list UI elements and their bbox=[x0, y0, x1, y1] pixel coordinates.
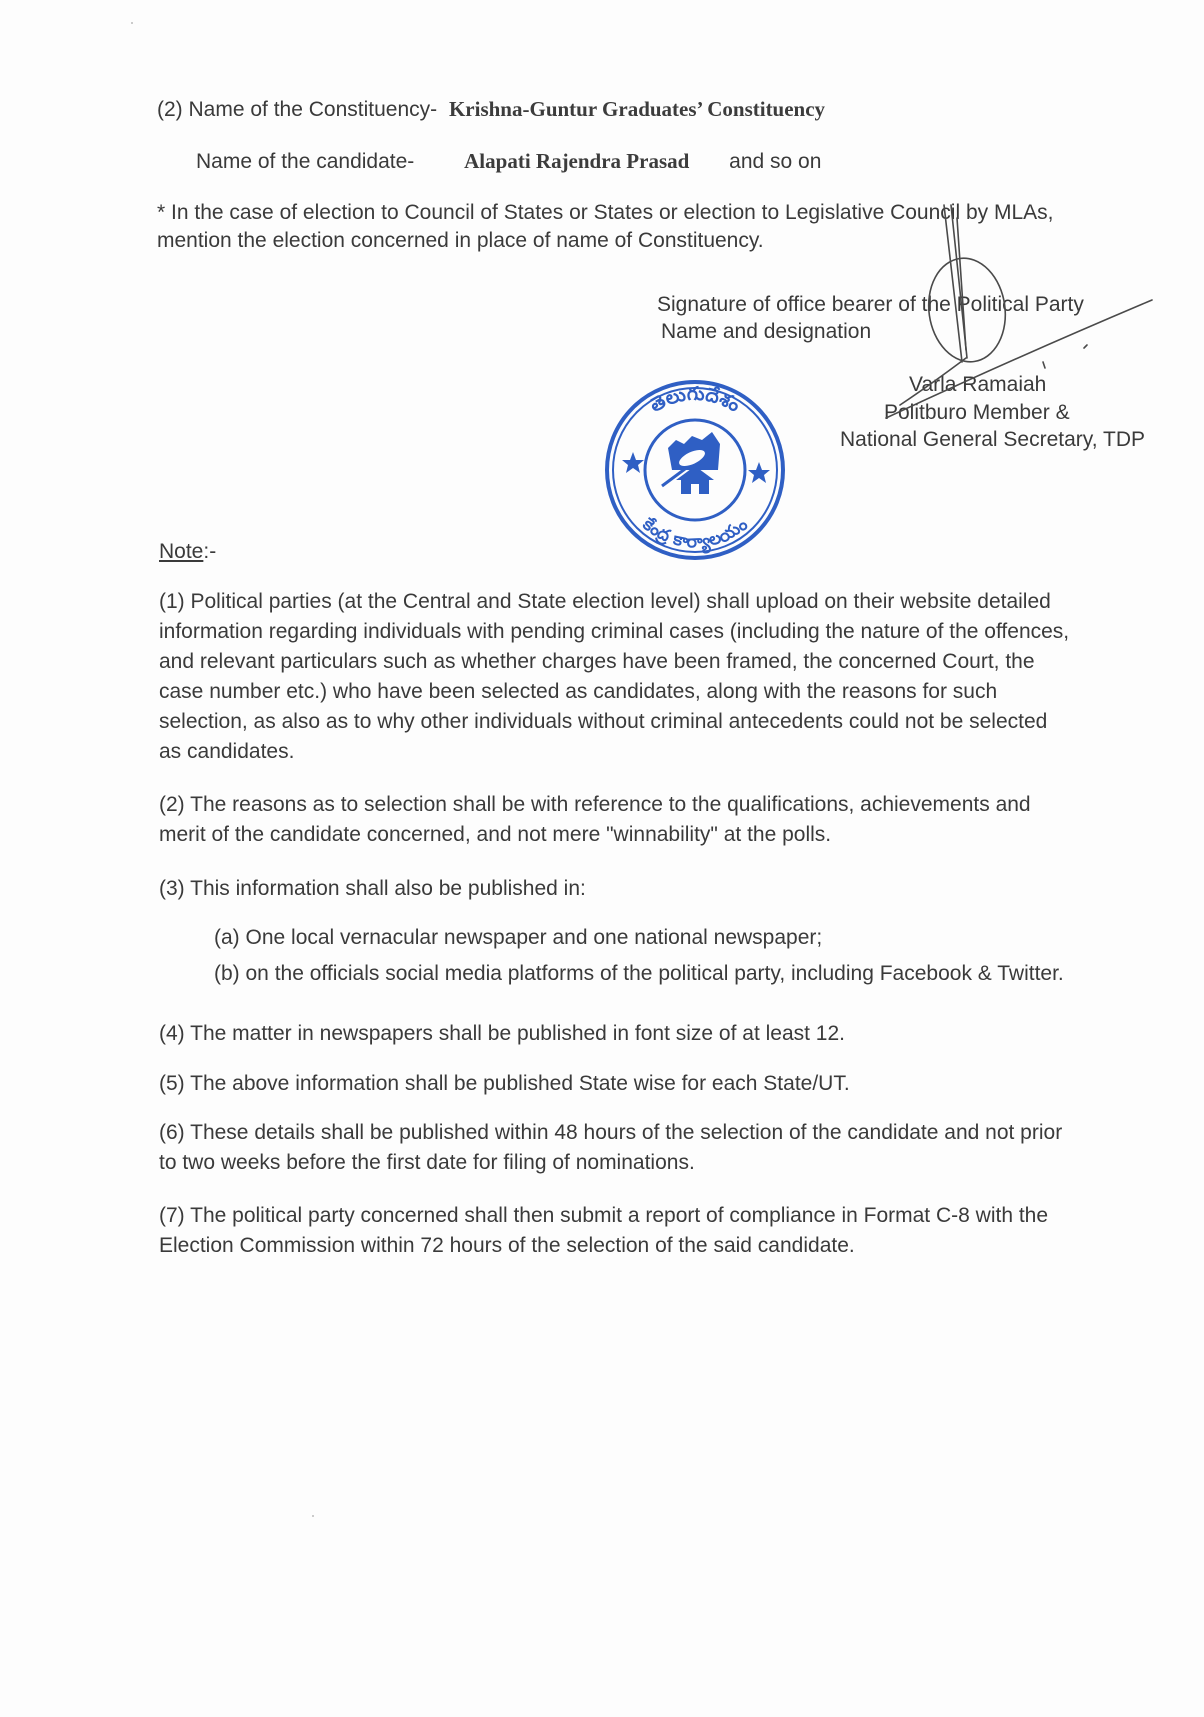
stamp-top-text: తెలుగుదేశం bbox=[646, 382, 744, 417]
note-subitem: (b) on the officials social media platforms of the political party, including Facebook & Twitter. bbox=[214, 962, 1064, 985]
note-item-2 bbox=[159, 790, 1199, 850]
note-item-3 bbox=[159, 874, 1199, 904]
note-line: information regarding individuals with pending criminal cases (including the nature of the offences, bbox=[159, 620, 1070, 643]
constituency-value: Krishna-Guntur Graduates’ Constituency bbox=[448, 97, 826, 121]
note-item-6 bbox=[159, 1118, 1199, 1178]
constituency-label: (2) Name of the Constituency- bbox=[157, 98, 438, 121]
star-icon bbox=[748, 462, 770, 483]
note-line: (3) This information shall also be published in: bbox=[159, 877, 586, 900]
note-line: Election Commission within 72 hours of the selection of the said candidate. bbox=[159, 1234, 855, 1257]
stamp-bottom-text: కేంద్ర కార్యాలయం bbox=[638, 514, 752, 553]
signatory-name: Varla Ramaiah bbox=[909, 373, 1047, 396]
note-subitem: (a) One local vernacular newspaper and one national newspaper; bbox=[214, 926, 823, 949]
scan-speck bbox=[312, 1515, 314, 1517]
candidate-label: Name of the candidate- bbox=[196, 150, 415, 173]
note-heading-suffix: :- bbox=[203, 540, 217, 563]
note-line: (6) These details shall be published within 48 hours of the selection of the candidate and not prior bbox=[159, 1121, 1063, 1144]
note-line: (2) The reasons as to selection shall be with reference to the qualifications, achievements and bbox=[159, 793, 1031, 816]
candidate-suffix: and so on bbox=[729, 150, 822, 173]
note-line: and relevant particulars such as whether charges have been framed, the concerned Court, the bbox=[159, 650, 1035, 673]
footnote-line: mention the election concerned in place of name of Constituency. bbox=[157, 229, 764, 252]
note-item-1 bbox=[159, 587, 1199, 767]
note-item-7 bbox=[159, 1201, 1199, 1261]
note-line: (4) The matter in newspapers shall be published in font size of at least 12. bbox=[159, 1022, 845, 1045]
note-heading: Note bbox=[159, 540, 204, 563]
constituency-row bbox=[157, 94, 825, 125]
note-line: (1) Political parties (at the Central and State election level) shall upload on their website detailed bbox=[159, 590, 1051, 613]
note-item-5 bbox=[159, 1069, 1199, 1099]
candidate-row bbox=[196, 146, 821, 177]
note-line: as candidates. bbox=[159, 740, 295, 763]
footnote-line: * In the case of election to Council of States or States or election to Legislative Council by MLAs, bbox=[157, 201, 1054, 224]
scan-speck bbox=[131, 22, 133, 24]
house-cycle-emblem-icon bbox=[662, 432, 720, 494]
note-line: (7) The political party concerned shall then submit a report of compliance in Format C-8 with the bbox=[159, 1204, 1049, 1227]
note-line: to two weeks before the first date for filing of nominations. bbox=[159, 1151, 695, 1174]
footnote bbox=[157, 198, 1053, 256]
note-heading-row bbox=[159, 537, 216, 567]
note-line: (5) The above information shall be published State wise for each State/UT. bbox=[159, 1072, 850, 1095]
note-line: selection, as also as to why other individuals without criminal antecedents could not be selected bbox=[159, 710, 1048, 733]
candidate-value: Alapati Rajendra Prasad bbox=[464, 149, 690, 173]
signature-caption: Signature of office bearer of the Political Party bbox=[657, 293, 1084, 316]
signatory-designation-1: Politburo Member & bbox=[884, 401, 1070, 424]
signature-subcaption: Name and designation bbox=[661, 320, 872, 343]
signature-mark bbox=[1043, 345, 1087, 368]
note-item-4 bbox=[159, 1019, 1199, 1049]
note-line: case number etc.) who have been selected as candidates, along with the reasons for such bbox=[159, 680, 998, 703]
note-line: merit of the candidate concerned, and not mere "winnability" at the polls. bbox=[159, 823, 832, 846]
stamp-seal bbox=[607, 382, 783, 558]
star-icon bbox=[622, 452, 644, 473]
signatory-designation-2: National General Secretary, TDP bbox=[840, 428, 1146, 451]
note-item-3-subitems bbox=[159, 923, 1199, 989]
